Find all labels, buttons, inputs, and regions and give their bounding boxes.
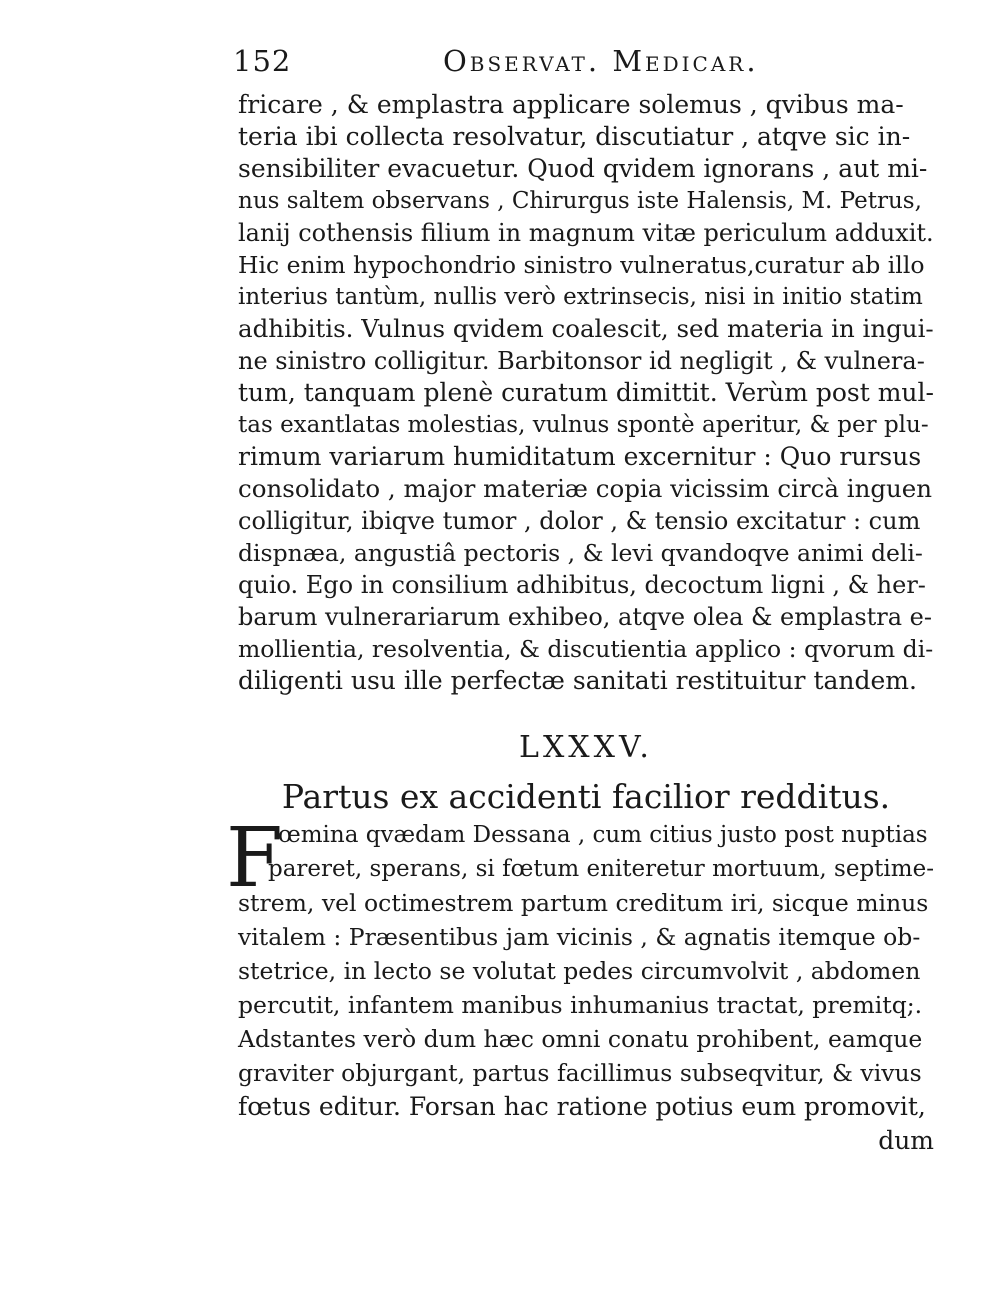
text-line: fœtus editur. Forsan hac ratione potius eum promovit, [238,1092,926,1121]
running-head: Observat. Medicar. [443,44,759,78]
section-title: Partus ex accidenti facilior redditus. [281,777,891,816]
text-line: tum, tanquam plenè curatum dimittit. Verùm post mul- [238,378,934,407]
text-line: graviter objurgant, partus facillimus subseqvitur, & vivus [238,1059,922,1087]
text-line: œmina qvædam Dessana , cum citius justo post nuptias [278,822,928,848]
text-line: teria ibi collecta resolvatur, discutiatur , atqve sic in- [238,122,911,151]
text-line: fricare , & emplastra applicare solemus , qvibus ma- [238,90,904,119]
page-number: 152 [233,44,292,78]
text-line: strem, vel octimestrem partum creditum iri, sicque minus [238,889,929,917]
text-line: quio. Ego in consilium adhibitus, decoctum ligni , & her- [238,571,926,599]
text-line: interius tantùm, nullis verò extrinsecis, nisi in initio statim [238,284,923,310]
text-line: adhibitis. Vulnus qvidem coalescit, sed materia in ingui- [238,314,934,343]
drop-cap: F [226,811,283,906]
text-line: sensibiliter evacuetur. Quod qvidem ignorans , aut mi- [238,154,928,183]
text-line: diligenti usu ille perfectæ sanitati restituitur tandem. [238,666,917,695]
text-line: vitalem : Præsentibus jam vicinis , & agnatis itemque ob- [238,923,921,951]
text-line: colligitur, ibiqve tumor , dolor , & tensio excitatur : cum [238,507,921,535]
text-line: percutit, infantem manibus inhumanius tractat, premitq;. [238,991,923,1019]
text-line: tas exantlatas molestias, vulnus spontè aperitur, & per plu- [238,412,929,438]
text-line: pareret, sperans, si fœtum eniteretur mortuum, septime- [268,856,934,882]
text-line: ne sinistro colligitur. Barbitonsor id negligit , & vulnera- [238,347,925,375]
text-line: mollientia, resolventia, & discutientia applico : qvorum di- [238,635,934,663]
text-line: Adstantes verò dum hæc omni conatu prohibent, eamque [238,1025,923,1053]
text-line: nus saltem observans , Chirurgus iste Halensis, M. Petrus, [238,188,922,214]
text-line: barum vulnerariarum exhibeo, atqve olea & emplastra e- [238,603,932,631]
page-header [233,44,933,84]
text-line: stetrice, in lecto se volutat pedes circumvolvit , abdomen [238,957,921,985]
section-number: LXXXV. [519,730,653,765]
text-line: Hic enim hypochondrio sinistro vulneratus,curatur ab illo [238,251,925,279]
catchword: dum [878,1126,934,1155]
text-line: consolidato , major materiæ copia vicissim circà inguen [238,474,933,503]
text-line: rimum variarum humiditatum excernitur : Quo rursus [238,442,922,471]
text-line: dispnæa, angustiâ pectoris , & levi qvandoqve animi deli- [238,539,923,567]
text-line: lanij cothensis filium in magnum vitæ periculum adduxit. [238,219,934,247]
